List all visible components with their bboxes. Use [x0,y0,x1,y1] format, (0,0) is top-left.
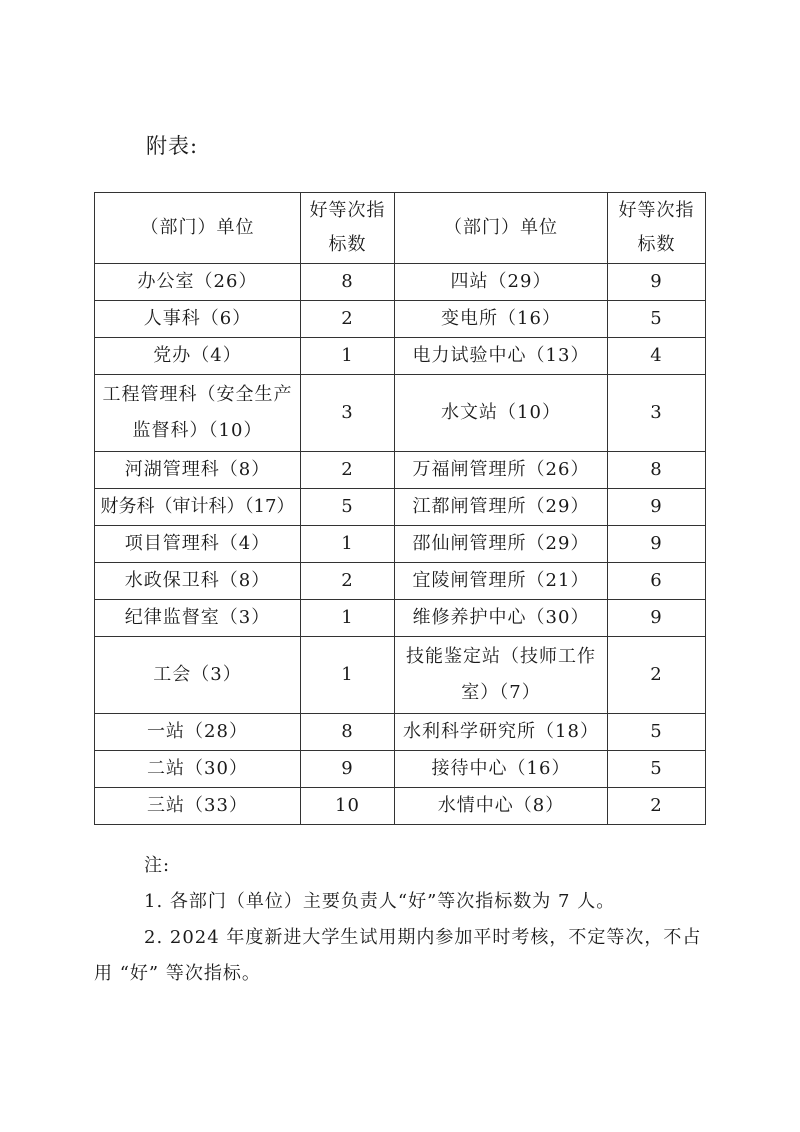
table-row [95,788,706,825]
count-right: 2 [608,637,706,714]
count-left: 8 [301,264,395,301]
count-right: 4 [608,338,706,375]
unit-right: 万福闸管理所（26） [395,452,608,489]
unit-left: 党办（4） [95,338,301,375]
notes-title: 注: [144,855,171,876]
count-right: 2 [608,788,706,825]
unit-right: 邵仙闸管理所（29） [395,526,608,563]
count-left: 1 [301,637,395,714]
unit-left: 二站（30） [95,751,301,788]
header-count-left: 好等次指标数 [301,193,395,264]
unit-left: 办公室（26） [95,264,301,301]
count-left: 1 [301,526,395,563]
count-right: 5 [608,301,706,338]
unit-left: 人事科（6） [95,301,301,338]
count-right: 9 [608,600,706,637]
notes-section [94,848,705,992]
count-left: 1 [301,600,395,637]
unit-right: 电力试验中心（13） [395,338,608,375]
unit-left: 一站（28） [95,714,301,751]
table-row [95,301,706,338]
unit-left: 水政保卫科（8） [95,563,301,600]
unit-right: 水情中心（8） [395,788,608,825]
unit-right: 水利科学研究所（18） [395,714,608,751]
table-row [95,563,706,600]
table-header-row [95,193,706,264]
count-right: 3 [608,375,706,452]
unit-left: 三站（33） [95,788,301,825]
header-unit-right: （部门）单位 [395,193,608,264]
count-left: 2 [301,563,395,600]
note-item-1: 1. 各部门（单位）主要负责人“好”等次指标数为 7 人。 [144,891,616,912]
unit-right: 技能鉴定站（技师工作室）（7） [395,637,608,714]
count-left: 9 [301,751,395,788]
unit-right: 四站（29） [395,264,608,301]
count-right: 9 [608,526,706,563]
unit-right: 接待中心（16） [395,751,608,788]
table-row [95,338,706,375]
unit-left: 项目管理科（4） [95,526,301,563]
table-row [95,264,706,301]
header-count-right: 好等次指标数 [608,193,706,264]
appendix-heading: 附表: [146,134,199,158]
unit-right: 变电所（16） [395,301,608,338]
unit-left: 河湖管理科（8） [95,452,301,489]
table-row [95,489,706,526]
unit-left: 财务科（审计科）（17） [95,489,301,526]
count-left: 5 [301,489,395,526]
count-right: 9 [608,489,706,526]
count-right: 9 [608,264,706,301]
table-row [95,714,706,751]
unit-right: 江都闸管理所（29） [395,489,608,526]
count-right: 8 [608,452,706,489]
count-right: 5 [608,714,706,751]
count-left: 8 [301,714,395,751]
unit-right: 宜陵闸管理所（21） [395,563,608,600]
unit-left: 纪律监督室（3） [95,600,301,637]
note-item-2: 2. 2024 年度新进大学生试用期内参加平时考核，不定等次，不占用 “好” 等次指标。 [94,927,702,984]
count-right: 5 [608,751,706,788]
table-row [95,526,706,563]
table-row [95,637,706,714]
quota-table [94,192,706,825]
table-row [95,751,706,788]
table-row [95,600,706,637]
count-left: 2 [301,452,395,489]
count-left: 1 [301,338,395,375]
count-left: 10 [301,788,395,825]
table-row [95,452,706,489]
header-unit-left: （部门）单位 [95,193,301,264]
count-left: 3 [301,375,395,452]
table-row [95,375,706,452]
count-right: 6 [608,563,706,600]
count-left: 2 [301,301,395,338]
unit-left: 工程管理科（安全生产监督科）（10） [95,375,301,452]
unit-right: 维修养护中心（30） [395,600,608,637]
unit-right: 水文站（10） [395,375,608,452]
unit-left: 工会（3） [95,637,301,714]
